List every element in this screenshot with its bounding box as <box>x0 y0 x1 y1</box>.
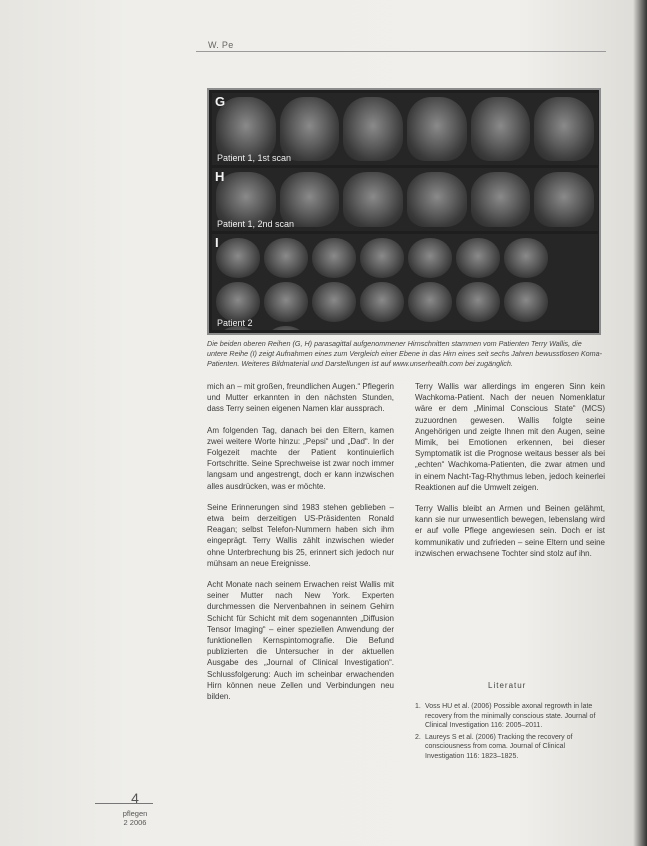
reference-item <box>415 702 603 731</box>
mri-slice <box>471 172 531 227</box>
paragraph: Terry Wallis war allerdings im engeren Sinn kein Wachkoma-Patient. Nach der neuen Nomenklatur wäre er dem „Minimal Conscious State“ (MCS) zuzuordnen gewesen. Wallis folgte seine Angehörigen und zeigte Ihnen mit den Augen, seine Mimik, bei Emotionen erkennen, bei dieser Symptomatik ist die Prognose weitaus besser als bei „echten“ Wachkoma-Patienten, die zwar atmen und in einem Nacht-Tag-Rhythmus leben, jedoch keinerlei Reaktionen auf die Umwelt zeigen. <box>415 382 605 492</box>
mri-slice <box>407 97 467 161</box>
literature-heading: Literatur <box>488 681 527 690</box>
panel-letter: H <box>215 169 225 184</box>
mri-slice <box>216 238 260 278</box>
mri-slice <box>264 238 308 278</box>
mri-slice <box>264 326 308 330</box>
mri-slice <box>264 282 308 322</box>
paragraph: Acht Monate nach seinem Erwachen reist Wallis mit seiner Mutter nach New York. Experten durchmessen die Nervenbahnen in seinem Gehirn Schicht für Schicht mit dem sogenannten „Diffusion Tensor Imaging“ – einer speziellen Anwendung der funktionellen Kernspintomografie. Die Befund publizierten die Untersucher in der aktuellen Ausgabe des „Journal of Clinical Investigation“. Schlussfolgerung: Auch im scheinbar erwachenden Hirn können neue Zellen und Verbindungen neu bilden. <box>207 580 394 702</box>
figure-panel-h <box>212 168 598 231</box>
mri-slice <box>408 238 452 278</box>
mri-slice <box>343 172 403 227</box>
journal-issue: 2 2006 <box>123 818 147 827</box>
mri-slice <box>456 282 500 322</box>
paragraph: Am folgenden Tag, danach bei den Eltern, kamen zwei weitere Worte hinzu: „Pepsi“ und „Dad“. In der Folgezeit machte der Patient kontinuierlich Fortschritte. Seine Sprechweise ist zwar noch immer langsam und angestrengt, doch er kann inzwischen alles ausdrücken, was er möchte. <box>207 425 394 491</box>
mri-slice <box>343 97 403 161</box>
running-header-author: W. Pe <box>208 40 234 50</box>
reference-list <box>415 702 603 763</box>
mri-slice <box>504 238 548 278</box>
reference-text: Laureys S et al. (2006) Tracking the recovery of consciousness from coma. Journal of Clinical Investigation 116: 1823–1825. <box>425 733 573 760</box>
panel-letter: G <box>215 94 226 109</box>
text-column-left <box>207 381 394 712</box>
page-footer <box>115 790 155 827</box>
mri-slice <box>534 172 594 227</box>
paragraph: Terry Wallis bleibt an Armen und Beinen gelähmt, kann sie nur unwesentlich bewegen, lebenslang wird er auf volle Pflege angewiesen sein. Doch er ist kommunikativ und zufrieden – seine Eltern und seine inzwischen erwachsene Tochter sind stolz auf ihn. <box>415 504 605 558</box>
text-column-right <box>415 381 605 569</box>
paragraph: mich an – mit großen, freundlichen Augen.“ Pflegerin und Mutter erkannten in den nächsten Stunden, dass Terry seinen eigenen Namen klar aussprach. <box>207 382 394 414</box>
mri-slice <box>216 282 260 322</box>
mri-slice <box>408 282 452 322</box>
mri-slice <box>504 282 548 322</box>
figure-panel-g <box>212 93 598 165</box>
panel-caption: Patient 2 <box>217 318 253 328</box>
mri-slice <box>534 97 594 161</box>
panel-caption: Patient 1, 2nd scan <box>217 219 295 229</box>
reference-number: 1. <box>415 703 421 710</box>
panel-letter: I <box>215 235 219 250</box>
panel-caption: Patient 1, 1st scan <box>217 153 292 163</box>
mri-slice <box>280 97 340 161</box>
reference-number: 2. <box>415 733 421 741</box>
mri-slice <box>456 238 500 278</box>
reference-item <box>415 733 603 762</box>
paragraph: Seine Erinnerungen sind 1983 stehen geblieben – etwa beim derzeitigen US-Präsidenten Ronald Reagan; selbst Telefon-Nummern haben sich ihm eingeprägt. Terry Wallis zählt inzwischen wieder ohne Unterbrechung bis 25, erinnert sich jedoch nur mühsam an neue Ereignisse. <box>207 502 394 568</box>
figure-panel-i <box>212 234 598 330</box>
header-rule <box>196 51 606 52</box>
mri-slice <box>360 238 404 278</box>
brain-scan-figure <box>207 88 601 335</box>
mri-slice <box>312 238 356 278</box>
page-number: 4 <box>131 790 139 806</box>
mri-slice <box>407 172 467 227</box>
mri-slice <box>471 97 531 161</box>
mri-slice <box>360 282 404 322</box>
page-edge-shadow <box>633 0 647 846</box>
reference-text: Voss HU et al. (2006) Possible axonal regrowth in late recovery from the minimally conscious state. Journal of Clinical Investigation 116: 2005–2011. <box>425 703 596 729</box>
mri-slice <box>312 282 356 322</box>
figure-caption: Die beiden oberen Reihen (G, H) parasagittal aufgenommener Hirnschnitten stammen vom Patienten Terry Wallis, die untere Reihe (I) zeigt Aufnahmen eines zum Vergleich einer Ebene in das Hirn eines seit sechs Jahren bewusstlosen Koma-Patienten. Weiteres Bildmaterial und Darstellungen ist auf www.unserhealth.com bei zugänglich. <box>207 339 602 368</box>
journal-name: pflegen <box>122 809 148 818</box>
